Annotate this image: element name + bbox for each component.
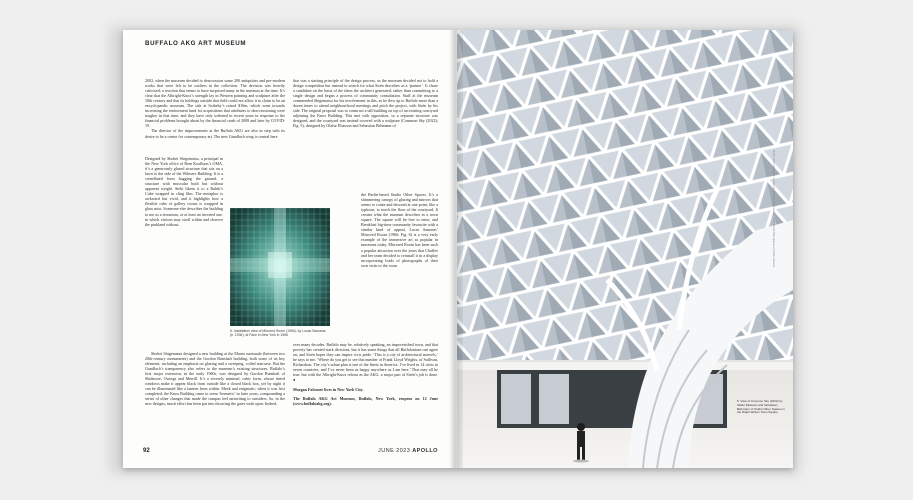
right-page (457, 30, 793, 468)
page-number: 92 (143, 448, 150, 454)
text-column-2-wrap (361, 192, 438, 268)
text-column-2 (293, 78, 438, 128)
text-column-1 (145, 78, 285, 139)
author-bio: Morgan Falconer lives in New York City. (293, 387, 364, 393)
column2-lower-paragraph: over many decades. Buffalo may be, relatively speaking, an impoverished town, and that poverty has created stark divisions, but it has some things that all Buffalonians can agree on, and Sirén hopes they can inspire civic pride. ‘This is a city of architectural marvels,’ he says to me. ‘Where do you get to see this number of Frank Lloyd Wrights, of Sullivan, Richardson. The city’s urban plan is one of the finest in America. I’ve lived in 14 cities in seven countries, and I’ve never been as happy anywhere as I am here.’ That may all be true, but with the Albright-Knox reborn as the AKG, a major part of Sirén’s job is done. ● (293, 342, 439, 383)
photo-credit: Photo: Marco Cappelletti; courtesy Buffalo AKG Art Museum © 2023 Studio Other Spaces and Olafur Eliasson (772, 150, 775, 268)
left-page (123, 30, 455, 468)
photo-caption: 5. View of Common Sky (2022) by Olafur Eliasson and Sebastian Behmann of Studio Other Spaces in the Ralph Wilson Town Square (737, 399, 785, 415)
wrapped-paragraph: Designed by Shohei Shigematsu, a principal in the New York office of Rem Koolhaas’s OMA, it’s a generously glazed structure that sits on a lawn to the side of the Wilmers Building. It is a crenellated form hugging the ground, a structure with muscular built but without apparent weight. Siebi likens it to a Rubik’s Cube wrapped in cling film. The metaphor is awkward but vivid, and it highlights how a flexible cube of gallery rooms is wrapped in glass mist. Someone else describes the building to me as a terrarium, or at least an inverted one, in which visitors may stroll within and observe the parkland without. (145, 156, 223, 227)
column1-paragraph-2: The director of the improvements at the Buffalo AKG are also in step with its desire to be a centre for contemporary art. The new Gundlach wing is central here. (145, 128, 285, 139)
column2-paragraph-1: that was a starting principle of the design process, as the museum decided not to hold a design competition but instead to search for what Sirén describes as a ‘partner’. It chose a candidate on the basis of the ideas the architect generated, rather than committing to a single design and began a process of community consultation. Staff at the museum commended Shigematsu for his involvement in this, as he flew up to Buffalo more than a dozen times to attend neighbourhood meetings and pitch the project, with Sirén by his side. The original proposal was to construct a tall building on top of an existing courtyard adjoining the Knox Building. This met with opposition, so a separate structure was designed, and the courtyard was instead covered with a sculpture (Common Sky (2022); Fig. 5), designed by Olafur Eliasson and Sebastian Behmann of (293, 78, 438, 129)
column1-paragraph-1: 2002, when the museum decided to deaccession some 200 antiquities and pre-modern works that were felt to be outliers in the collection. The decision was heavily criticised; a reaction that seems to have surprised many in the museum at the time. It’s clear that the Albright-Knox’s strength lay in Western painting and sculpture after the 18th century and that its holdings outside that field could not allow it to claim to be an encyclopaedic museum. The sale at Sotheby’s raised $16m, which went towards increasing the endowment fund for acquisitions that attributes to deaccessioning were tougher in that time, and they have only softened in recent years in response to the financial problems brought about by the financial crash of 2008 and later by COVID-19. (145, 78, 285, 129)
column1-lower-paragraph: Shohei Shigematsu designed a new building at the Museo nazionale (between two 20th-century monuments) and the Gordon Bunshaft building, both some of its key elements, including an emphasis on glazing and a sweeping, coiled staircase. But the Gundlach’s transparency also refers to the museum’s existing structures. Buffalo’s first major extension, in the early 1960s, was designed by Gordon Bunshaft of Skidmore, Owings and Merrill. It’s a severely minimal, cubic form, whose tinted windows make it appear black from outside like a closed black box, yet by night it can be illuminated like a lantern from within. Meek and enigmatic; when it was first completed, the Knox Building came to seem ‘hermetic’ in later years, compounding a series of other changes that made the campus feel uninviting to outsiders. So, in the new designs, much effort has been put into throwing the gates wide open. Indeed, (145, 351, 285, 407)
mirrored-room-photo (230, 208, 330, 326)
text-wrap-left (145, 156, 223, 351)
footer-brand: APOLLO (412, 448, 438, 454)
footer-issue-date: JUNE 2023 (378, 448, 411, 454)
magazine-spread (123, 30, 793, 468)
text-column-2-lower (293, 342, 438, 407)
gutter-shadow (449, 30, 463, 468)
visit-info: The Buffalo AKG Art Museum, Buffalo, New York, reopens on 12 June (www.buffaloakg.org). (293, 396, 438, 407)
inset-caption: 6. Installation view of Mirrored Room (1966), by Lucas Samaras (b. 1936), at Pace in New York in 1966 (230, 329, 326, 338)
running-head: BUFFALO AKG ART MUSEUM (145, 40, 247, 47)
footer-issue (378, 448, 438, 454)
column2-wrap-paragraph: the Berlin-based Studio Other Spaces. It’s a shimmering canopy of glazing and mirrors that seems to rotate and descend at one point, like a typhoon, to touch the floor of the courtyard. It creates what the museum describes as a town square. The square will be free to enter, and Breakfast big-time community favourite with a similar kind of appeal, Lucas Samaras’ Mirrored Room (1966; Fig. 6) is a very early example of the immersive art so popular in museums today. Mirrored Room has been such a popular attraction over the years that Chaffee and her team decided to reinstall it in a display incorporating loads of photographs of their own visits to the room (361, 192, 438, 268)
text-column-1-lower (145, 351, 285, 407)
mirrored-room-illustration (230, 208, 330, 326)
